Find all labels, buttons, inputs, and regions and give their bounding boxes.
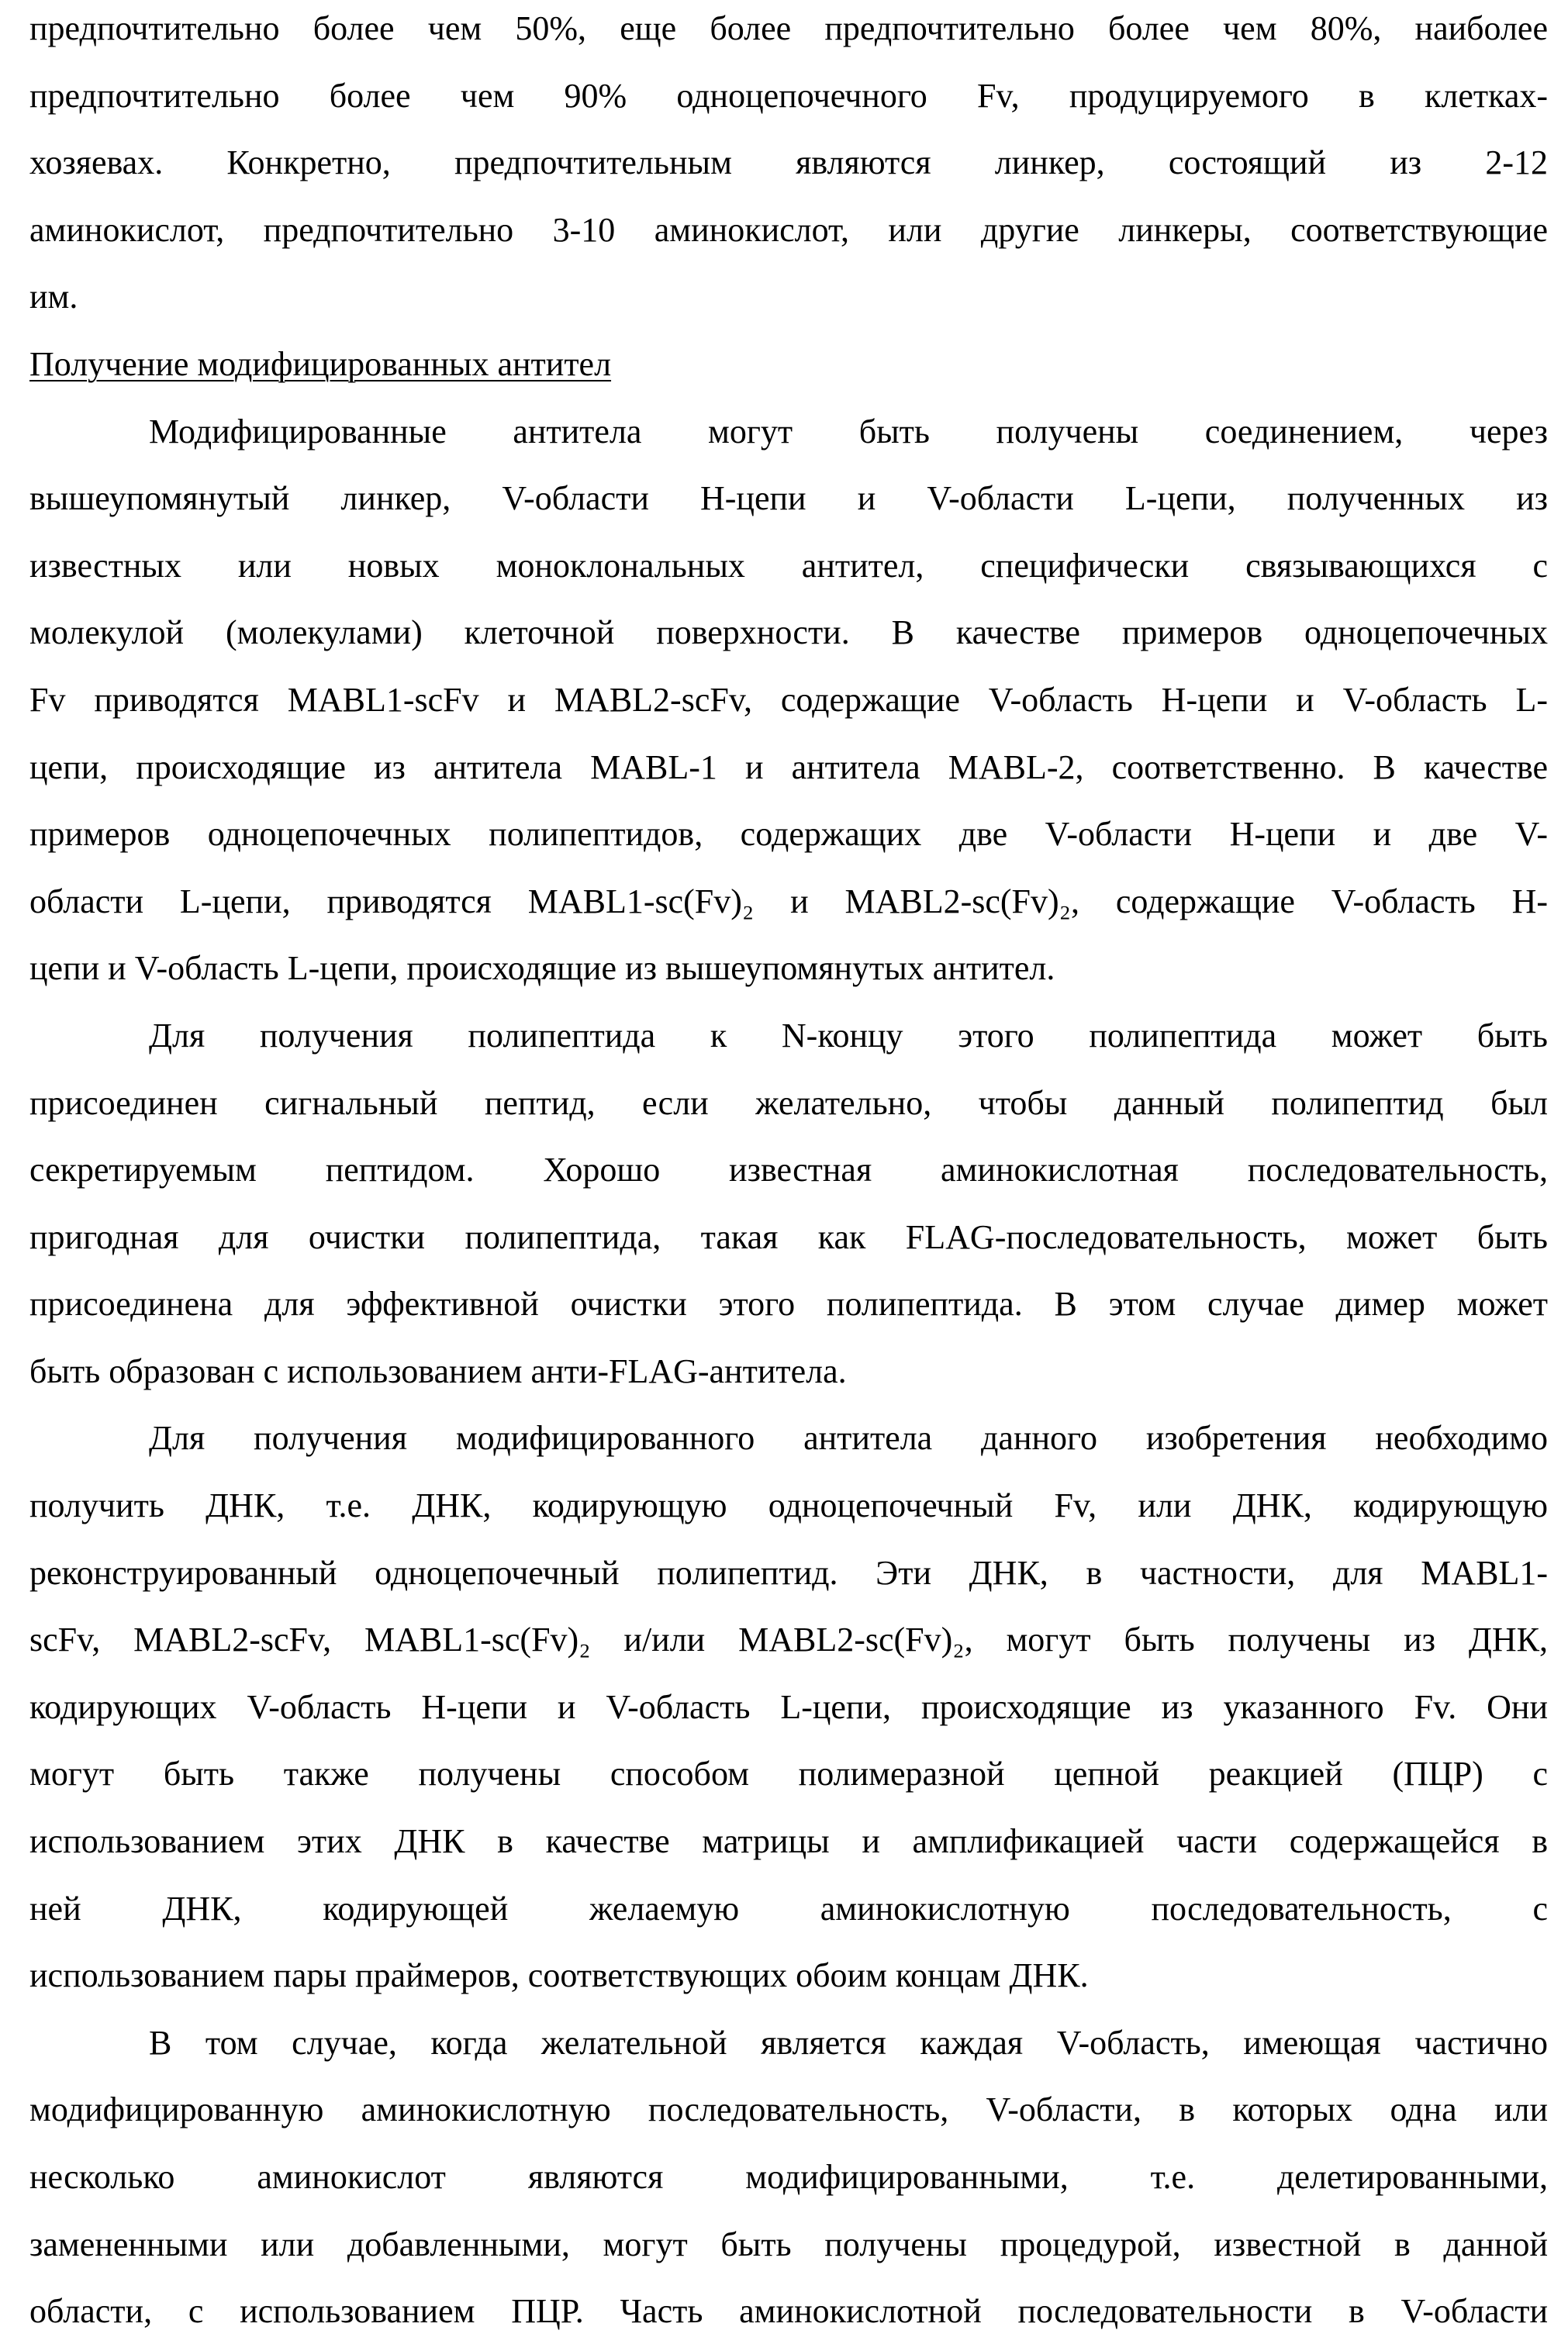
text-line: аминокислот, предпочтительно 3-10 аминокислот, или другие линкеры, соответствующие [29, 197, 1548, 264]
text-line: области, с использованием ПЦР. Часть аминокислотной последовательности в V-области [29, 2278, 1548, 2346]
text-line: кодирующих V-область H-цепи и V-область L-цепи, происходящие из указанного Fv. Они [29, 1674, 1548, 1742]
text-line: несколько аминокислот являются модифицированными, т.е. делетированными, [29, 2144, 1548, 2211]
text-line: получить ДНК, т.е. ДНК, кодирующую одноцепочечный Fv, или ДНК, кодирующую [29, 1472, 1548, 1540]
text-line: хозяевах. Конкретно, предпочтительным являются линкер, состоящий из 2-12 [29, 129, 1548, 197]
text-line: предпочтительно более чем 90% одноцепочечного Fv, продуцируемого в клетках- [29, 63, 1548, 130]
text-line: scFv, MABL2-scFv, MABL1-sc(Fv)₂ и/или MABL2-sc(Fv)₂, могут быть получены из ДНК, [29, 1607, 1548, 1674]
paragraph-signal-peptide [29, 1003, 1548, 1406]
paragraph-linker [29, 0, 1548, 331]
paragraph-modified-antibodies [29, 399, 1548, 1003]
text-line: В том случае, когда желательной является каждая V-область, имеющая частично [29, 2010, 1548, 2077]
text-line: присоединена для эффективной очистки этого полипептида. В этом случае димер может [29, 1271, 1548, 1338]
text-line: использованием пары праймеров, соответствующих обоим концам ДНК. [29, 1942, 1548, 2010]
text-line: примеров одноцепочечных полипептидов, содержащих две V-области H-цепи и две V- [29, 801, 1548, 868]
document-page [29, 0, 1548, 2346]
text-line: цепи и V-область L-цепи, происходящие из вышеупомянутых антител. [29, 935, 1548, 1003]
text-line: молекулой (молекулами) клеточной поверхности. В качестве примеров одноцепочечных [29, 599, 1548, 667]
text-line: замененными или добавленными, могут быть получены процедурой, известной в данной [29, 2211, 1548, 2279]
text-line: секретируемым пептидом. Хорошо известная аминокислотная последовательность, [29, 1137, 1548, 1204]
text-line: Для получения модифицированного антитела данного изобретения необходимо [29, 1405, 1548, 1472]
text-line: присоединен сигнальный пептид, если желательно, чтобы данный полипептид был [29, 1070, 1548, 1138]
text-line: цепи, происходящие из антитела MABL-1 и антитела MABL-2, соответственно. В качестве [29, 734, 1548, 802]
text-line: использованием этих ДНК в качестве матрицы и амплификацией части содержащейся в [29, 1808, 1548, 1876]
text-line: предпочтительно более чем 50%, еще более предпочтительно более чем 80%, наиболее [29, 0, 1548, 63]
text-line: Модифицированные антитела могут быть получены соединением, через [29, 399, 1548, 466]
text-line: быть образован с использованием анти-FLAG-антитела. [29, 1338, 1548, 1406]
paragraph-pcr-modification [29, 2010, 1548, 2346]
text-line: вышеупомянутый линкер, V-области H-цепи и V-области L-цепи, полученных из [29, 465, 1548, 533]
section-heading: Получение модифицированных антител [29, 331, 1548, 399]
paragraph-dna [29, 1405, 1548, 2009]
text-line: пригодная для очистки полипептида, такая как FLAG-последовательность, может быть [29, 1204, 1548, 1272]
text-line: области L-цепи, приводятся MABL1-sc(Fv)₂ и MABL2-sc(Fv)₂, содержащие V-область H- [29, 868, 1548, 936]
text-line: Fv приводятся MABL1-scFv и MABL2-scFv, содержащие V-область H-цепи и V-область L- [29, 667, 1548, 734]
text-line: модифицированную аминокислотную последовательность, V-области, в которых одна или [29, 2077, 1548, 2144]
text-line: ней ДНК, кодирующей желаемую аминокислотную последовательность, с [29, 1876, 1548, 1943]
text-line: могут быть также получены способом полимеразной цепной реакцией (ПЦР) с [29, 1741, 1548, 1808]
text-line: Для получения полипептида к N-концу этого полипептида может быть [29, 1003, 1548, 1070]
text-line: известных или новых моноклональных антител, специфически связывающихся с [29, 533, 1548, 600]
text-line: им. [29, 264, 1548, 331]
text-line: реконструированный одноцепочечный полипептид. Эти ДНК, в частности, для MABL1- [29, 1540, 1548, 1607]
